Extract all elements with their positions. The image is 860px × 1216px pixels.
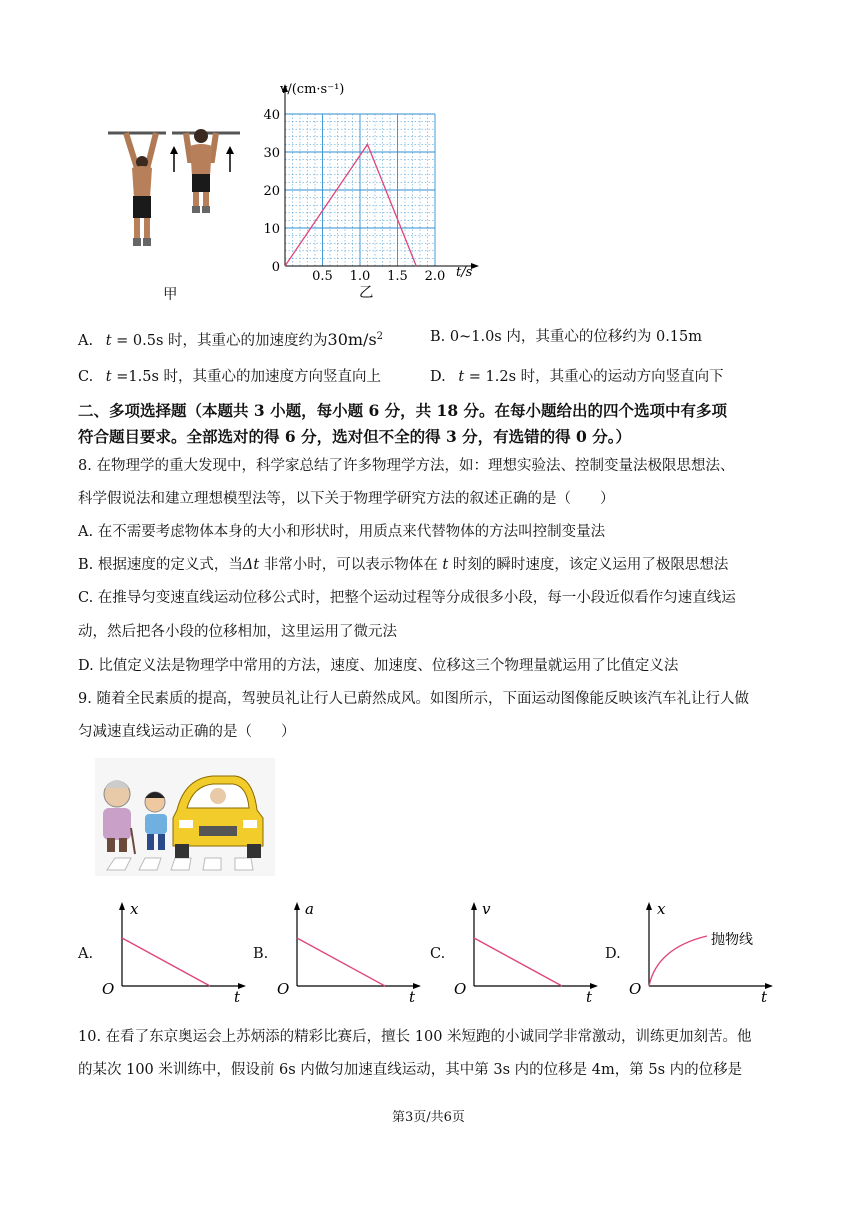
x-tick-label: 0.5 <box>312 269 333 280</box>
parabola-curve <box>649 936 707 986</box>
q8-option-d[interactable]: D. 比值定义法是物理学中常用的方法，速度、加速度、位移这三个物理量就运用了比值定义法 <box>78 658 679 674</box>
graph-line <box>474 938 562 986</box>
y-tick-label: 40 <box>263 108 280 123</box>
mini-graph <box>271 898 431 1002</box>
x-axis-label: t <box>761 988 768 1002</box>
q8-option-c-line2: 动，然后把各小段的位移相加，这里运用了微元法 <box>78 624 397 640</box>
pullup-figure <box>108 120 248 250</box>
y-axis-label: v/(cm·s⁻¹) <box>280 82 345 97</box>
origin-label: O <box>454 980 467 998</box>
y-tick-label: 0 <box>271 260 280 275</box>
x-axis-label: t <box>586 988 593 1002</box>
page-number-footer: 第3页/共6页 <box>392 1110 465 1125</box>
origin-label: O <box>629 980 642 998</box>
option-label: D. <box>605 946 621 962</box>
y-axis-label: a <box>305 900 314 918</box>
q8-option-c-line1[interactable]: C. 在推导匀变速直线运动位移公式时，把整个运动过程等分成很多小段，每一小段近似看作匀速直线运 <box>78 590 736 606</box>
option-label: A. <box>78 946 94 962</box>
y-tick-label: 20 <box>263 184 280 199</box>
q7-option-d[interactable]: D. t = 1.2s 时，其重心的运动方向竖直向下 <box>430 369 724 385</box>
q8-option-a[interactable]: A. 在不需要考虑物体本身的大小和形状时，用质点来代替物体的方法叫控制变量法 <box>78 524 606 540</box>
y-tick-label: 30 <box>263 146 280 161</box>
q7-option-a[interactable]: A. t = 0.5s 时，其重心的加速度约为$30m/s^2$ <box>78 329 384 349</box>
q9-stem-line2: 匀减速直线运动正确的是（ ） <box>78 724 296 740</box>
y-axis-arrow <box>471 902 477 910</box>
graph-line <box>122 938 210 986</box>
q7-option-c[interactable]: C. t =1.5s 时，其重心的加速度方向竖直向上 <box>78 369 381 385</box>
x-axis-label: t <box>234 988 241 1002</box>
parabola-note: 抛物线 <box>711 932 753 948</box>
x-axis-label: t <box>409 988 416 1002</box>
y-axis-arrow <box>294 902 300 910</box>
origin-label: O <box>102 980 115 998</box>
chart-tick-labels <box>263 108 445 280</box>
y-axis-arrow <box>119 902 125 910</box>
q9-stem-line1: 9. 随着全民素质的提高，驾驶员礼让行人已蔚然成风。如图所示，下面运动图像能反映该汽车礼让行人做 <box>78 691 749 707</box>
q8-option-b[interactable]: B. 根据速度的定义式，当Δt 非常小时，可以表示物体在 t 时刻的瞬时速度，该定义运用了极限思想法 <box>78 557 729 573</box>
velocity-series-line <box>285 144 416 266</box>
option-label: C. <box>430 946 446 962</box>
y-axis-arrow <box>646 902 652 910</box>
section2-heading-line1: 二、多项选择题（本题共 3 小题，每小题 6 分，共 18 分。在每小题给出的四个选项中有多项 <box>78 401 728 420</box>
figure-label-jia: 甲 <box>163 287 178 303</box>
x-axis-label: t/s <box>456 265 473 280</box>
graph-line <box>297 938 385 986</box>
x-tick-label: 1.5 <box>387 269 408 280</box>
section2-heading-line2: 符合题目要求。全部选对的得 6 分，选对但不全的得 3 分，有选错的得 0 分。） <box>78 427 631 446</box>
y-axis-label: v <box>482 900 491 918</box>
y-axis-label: x <box>130 900 139 918</box>
figure-label-yi: 乙 <box>359 285 374 301</box>
origin-label: O <box>277 980 290 998</box>
q8-stem-line2: 科学假说法和建立理想模型法等，以下关于物理学研究方法的叙述正确的是（ ） <box>78 491 615 507</box>
mini-graph <box>448 898 608 1002</box>
pedestrian-car-illustration <box>95 758 275 876</box>
mini-graph <box>623 898 798 1002</box>
chart-grid <box>285 114 435 266</box>
y-tick-label: 10 <box>263 222 280 237</box>
velocity-time-chart <box>260 80 490 280</box>
mini-graph <box>96 898 256 1002</box>
q7-option-b[interactable]: B. 0~1.0s 内，其重心的位移约为 0.15m <box>430 329 703 345</box>
q8-stem-line1: 8. 在物理学的重大发现中，科学家总结了许多物理学方法，如：理想实验法、控制变量法极限思想法、 <box>78 458 735 474</box>
x-tick-label: 1.0 <box>349 269 371 280</box>
option-label: B. <box>253 946 269 962</box>
q10-stem-line2: 的某次 100 米训练中，假设前 6s 内做匀加速直线运动，其中第 3s 内的位移是 4m，第 5s 内的位移是 <box>78 1062 743 1078</box>
x-tick-label: 2.0 <box>424 269 446 280</box>
q10-stem-line1: 10. 在看了东京奥运会上苏炳添的精彩比赛后，擅长 100 米短跑的小诚同学非常激动，训练更加刻苦。他 <box>78 1029 752 1045</box>
y-axis-label: x <box>657 900 666 918</box>
